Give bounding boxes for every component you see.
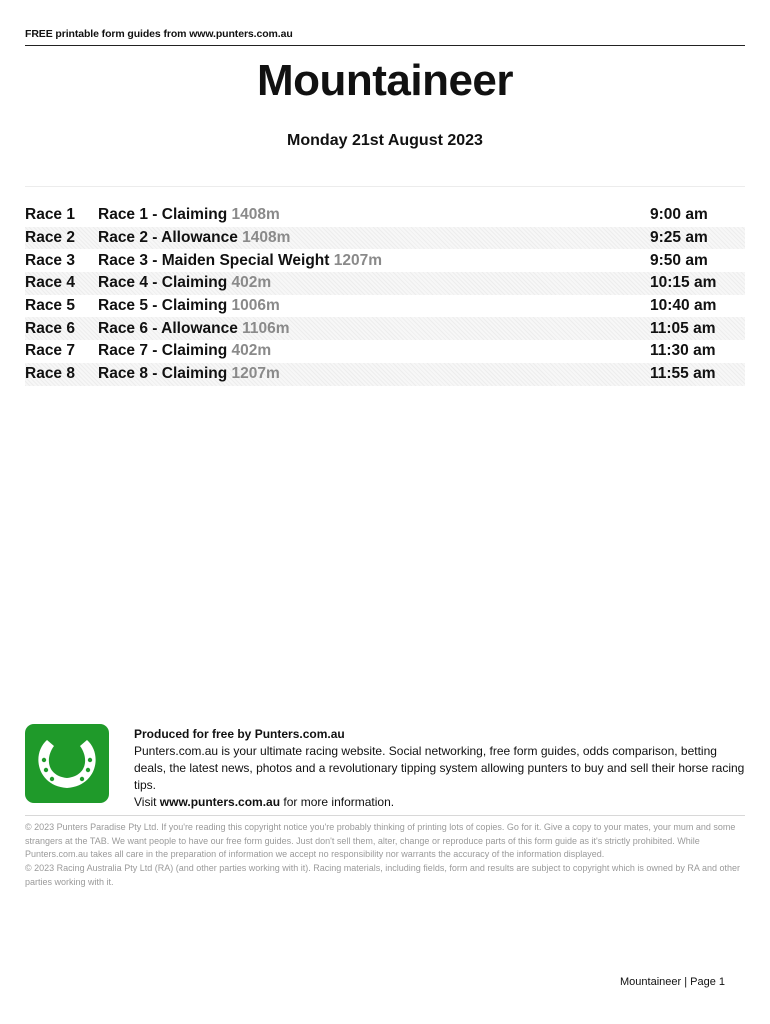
race-time: 9:00 am — [650, 206, 708, 224]
race-title: Race 3 - Maiden Special Weight — [98, 251, 330, 269]
race-number: Race 7 — [25, 342, 75, 360]
race-number: Race 2 — [25, 229, 75, 247]
race-name — [98, 365, 650, 383]
race-row — [25, 295, 745, 318]
race-distance: 1408m — [242, 229, 291, 247]
race-row — [25, 249, 745, 272]
race-row — [25, 227, 745, 250]
race-number: Race 1 — [25, 206, 75, 224]
race-name — [98, 297, 650, 315]
race-title: Race 7 - Claiming — [98, 342, 228, 360]
race-time: 10:40 am — [650, 297, 717, 315]
header-note: FREE printable form guides from www.punters.com.au — [25, 28, 745, 46]
legal-notice — [25, 821, 747, 890]
race-name — [98, 342, 650, 360]
race-title: Race 1 - Claiming — [98, 206, 228, 224]
race-time: 9:50 am — [650, 251, 708, 269]
race-distance: 402m — [231, 274, 272, 292]
race-row — [25, 204, 745, 227]
race-row — [25, 363, 745, 386]
race-time: 9:25 am — [650, 229, 708, 247]
race-distance: 1106m — [242, 319, 290, 337]
race-distance: 1006m — [231, 297, 280, 315]
meeting-date: Monday 21st August 2023 — [287, 132, 483, 149]
race-number: Race 4 — [25, 274, 75, 292]
copyright-punters: © 2023 Punters Paradise Pty Ltd. If you're reading this copyright notice you're probably thinking of printing lots of copies. Go for it. Give a copy to your mates, your mum and some strangers at the TAB. We want people to have our free form guides. Just don't sell them, alter, change or reproduce parts of this form guide as it's strictly prohibited. While Punters.com.au takes all care in the preparation of information we accept no responsibility nor warrants the accuracy of the information displayed. — [25, 822, 736, 860]
race-title: Race 6 - Allowance — [98, 319, 238, 337]
page-footer: Mountaineer | Page 1 — [620, 976, 725, 988]
race-row — [25, 317, 745, 340]
promo-body: Punters.com.au is your ultimate racing website. Social networking, free form guides, odds comparison, betting deals, the latest news, photos and a revolutionary tipping system allowing punters to buy and sell their horse racing tips. — [134, 744, 745, 792]
punters-logo — [25, 724, 109, 803]
copyright-racing-australia: © 2023 Racing Australia Pty Ltd (RA) (and other parties working with it). Racing materials, including fields, form and results are subject to copyright which is owned by RA and other parties working with it. — [25, 863, 740, 887]
race-name — [98, 206, 650, 224]
visit-link[interactable]: www.punters.com.au — [159, 795, 281, 809]
race-time: 11:05 am — [650, 319, 716, 337]
race-title: Race 8 - Claiming — [98, 365, 228, 383]
race-title: Race 4 - Claiming — [98, 274, 228, 292]
race-time: 11:30 am — [650, 342, 716, 360]
page-title: Mountaineer — [256, 56, 514, 105]
visit-suffix: for more information. — [283, 795, 395, 809]
race-title: Race 5 - Claiming — [98, 297, 228, 315]
race-row — [25, 272, 745, 295]
promo-block — [25, 724, 745, 809]
divider — [25, 815, 745, 816]
race-time: 10:15 am — [650, 274, 717, 292]
race-distance: 1207m — [231, 365, 280, 383]
race-number: Race 3 — [25, 251, 75, 269]
race-distance: 1408m — [231, 206, 280, 224]
race-time: 11:55 am — [650, 365, 716, 383]
visit-prefix: Visit — [134, 795, 157, 809]
race-title: Race 2 - Allowance — [98, 229, 238, 247]
promo-visit — [134, 794, 746, 811]
race-name — [98, 274, 650, 292]
horseshoe-icon — [25, 724, 109, 803]
divider — [25, 186, 745, 187]
race-number: Race 5 — [25, 297, 75, 315]
race-name — [98, 320, 650, 338]
promo-title: Produced for free by Punters.com.au — [134, 727, 345, 741]
race-name — [98, 229, 650, 247]
promo-text — [134, 726, 746, 811]
race-name — [98, 252, 650, 270]
race-number: Race 8 — [25, 365, 75, 383]
race-row — [25, 340, 745, 363]
race-list — [25, 204, 745, 386]
race-distance: 1207m — [333, 251, 382, 269]
race-distance: 402m — [231, 342, 272, 360]
race-number: Race 6 — [25, 319, 75, 337]
